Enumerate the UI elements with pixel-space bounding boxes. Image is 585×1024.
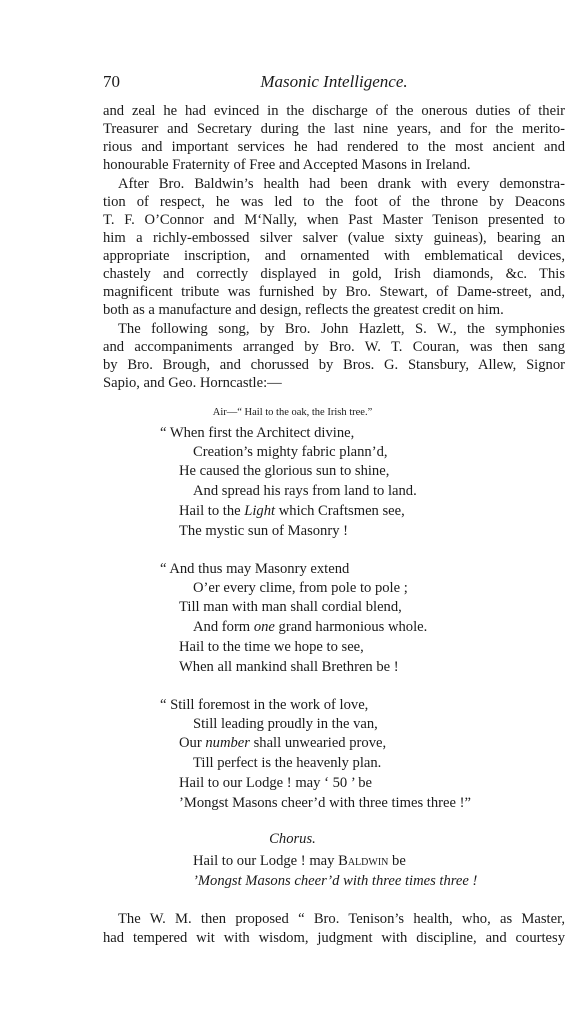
page-number: 70 xyxy=(103,72,120,91)
verse-line: “ When first the Architect divine, xyxy=(160,425,355,441)
verse-line: Hail to our Lodge ! may ‘ 50 ’ be xyxy=(179,775,373,791)
verse-line: He caused the glorious sun to shine, xyxy=(179,463,390,479)
prose-line: T. F. O’Connor and M‘Nally, when Past Master Tenison presented to xyxy=(103,212,565,228)
prose-line: The W. M. then proposed “ Bro. Tenison’s health, who, as Master, xyxy=(118,911,565,927)
lodge-master-name: Baldwin xyxy=(338,853,389,869)
verse-line: When all mankind shall Brethren be ! xyxy=(179,659,399,675)
verse-line: Still leading proudly in the van, xyxy=(193,716,378,732)
prose-line: him a richly-embossed silver salver (value sixty guineas), bearing an xyxy=(103,230,565,246)
prose-line: tion of respect, he was led to the foot of the throne by Deacons xyxy=(103,194,565,210)
prose-line: appropriate inscription, and ornamented with emblematical devices, xyxy=(103,248,565,264)
verse-line: And form one grand harmonious whole. xyxy=(193,619,428,635)
verse-line: O’er every clime, from pole to pole ; xyxy=(193,580,408,596)
prose-line: The following song, by Bro. John Hazlett, S. W., the symphonies xyxy=(118,321,565,337)
verse-line: ’Mongst Masons cheer’d with three times three !” xyxy=(179,795,471,811)
verse-line: Till man with man shall cordial blend, xyxy=(179,599,402,615)
verse-line: The mystic sun of Masonry ! xyxy=(179,523,349,539)
prose-line: honourable Fraternity of Free and Accepted Masons in Ireland. xyxy=(103,157,471,173)
prose-line: had tempered wit with wisdom, judgment with discipline, and courtesy xyxy=(103,930,565,946)
chorus-line: ’Mongst Masons cheer’d with three times three ! xyxy=(193,873,478,889)
chorus-line: Hail to our Lodge ! may Baldwin be xyxy=(193,853,406,869)
verse-line: Our number shall unwearied prove, xyxy=(179,735,387,751)
prose-line: and zeal he had evinced in the discharge of the onerous duties of their xyxy=(103,103,565,119)
prose-line: and accompaniments arranged by Bro. W. T. Couran, was then sang xyxy=(103,339,565,355)
prose-line: After Bro. Baldwin’s health had been drank with every demonstra- xyxy=(118,176,565,192)
chorus-heading: Chorus. xyxy=(269,831,316,847)
verse-line: Till perfect is the heavenly plan. xyxy=(193,755,382,771)
prose-line: Sapio, and Geo. Horncastle:— xyxy=(103,375,282,391)
prose-line: by Bro. Brough, and chorussed by Bros. G. Stansbury, Allew, Signor xyxy=(103,357,565,373)
page-header xyxy=(103,72,565,94)
running-title: Masonic Intelligence. xyxy=(260,72,408,91)
verse-line: Creation’s mighty fabric plann’d, xyxy=(193,444,388,460)
prose-line: chastely and correctly displayed in gold, Irish diamonds, &c. This xyxy=(103,266,565,282)
verse-line: “ Still foremost in the work of love, xyxy=(160,697,369,713)
air-line: Air—“ Hail to the oak, the Irish tree.” xyxy=(212,407,373,418)
verse-line: And spread his rays from land to land. xyxy=(193,483,417,499)
verse-line: “ And thus may Masonry extend xyxy=(160,561,350,577)
prose-line: rious and important services he had rendered to the most ancient and xyxy=(103,139,565,155)
verse-line: Hail to the time we hope to see, xyxy=(179,639,364,655)
prose-line: magnificent tribute was furnished by Bro. Stewart, of Dame-street, and, xyxy=(103,284,565,300)
verse-line: Hail to the Light which Craftsmen see, xyxy=(179,503,405,519)
prose-line: both as a manufacture and design, reflects the greatest credit on him. xyxy=(103,302,504,318)
prose-line: Treasurer and Secretary during the last nine years, and for the merito- xyxy=(103,121,565,137)
